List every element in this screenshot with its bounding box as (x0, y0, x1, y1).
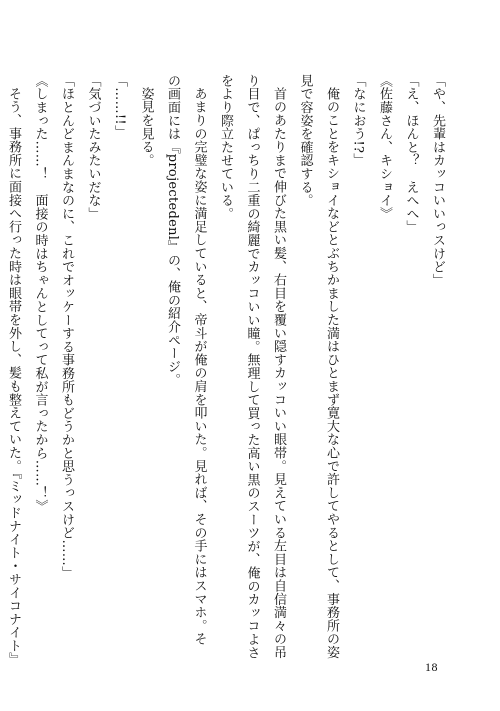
text-line: 「ほとんどまんまなのに、これでオッケーする事務所もどうかと思うっスけど……」 (59, 74, 74, 580)
text-line: 《佐藤さん、キショイ》 (377, 74, 392, 221)
text-line: 《しまった……！ 面接の時はちゃんとしてって私が言ったから……！》 (32, 74, 48, 513)
text-line: 姿見を見る。 (138, 87, 154, 167)
text-line: 「なにおう!?」 (350, 74, 366, 167)
text-line: 見で容姿を確認する。 (297, 74, 313, 207)
text-line: 「……!!」 (112, 74, 127, 139)
text-line: り目で、ぱっちり二重の綺麗でカッコいい瞳。無理して買った高い黒のスーツが、俺のカッコよさ (244, 74, 260, 660)
text-line: 首のあたりまで伸びた黒い髪、右目を覆い隠すカッコいい眼帯。見えている左目は自信満々の吊 (271, 87, 286, 659)
text-line: あまりの完璧な姿に満足していると、帝斗が俺の肩を叩いた。見れば、その手にはスマホ。そ (191, 87, 207, 646)
text-line: をより際立たせている。 (218, 74, 233, 221)
text-line: の画面には『projectedenl』の、俺の紹介ページ。 (165, 74, 180, 387)
text-line: 「気づいたみたいだな」 (85, 74, 101, 221)
text-line: そう、事務所に面接へ行った時は眼帯を外し、髪も整えていた。『ミッドナイト・サイコナイト』 (6, 87, 21, 666)
text-line: 「え、ほんと？ えへへ」 (403, 74, 419, 234)
page-number: 18 (425, 660, 438, 674)
text-line: 俺のことをキショイなどとぶちかました満はひとまず寛大な心で許してやるとして、事務所の姿 (324, 87, 339, 659)
text-line: 「や、先輩はカッコいいっスけど」 (430, 74, 445, 287)
novel-text-block (6, 74, 450, 666)
